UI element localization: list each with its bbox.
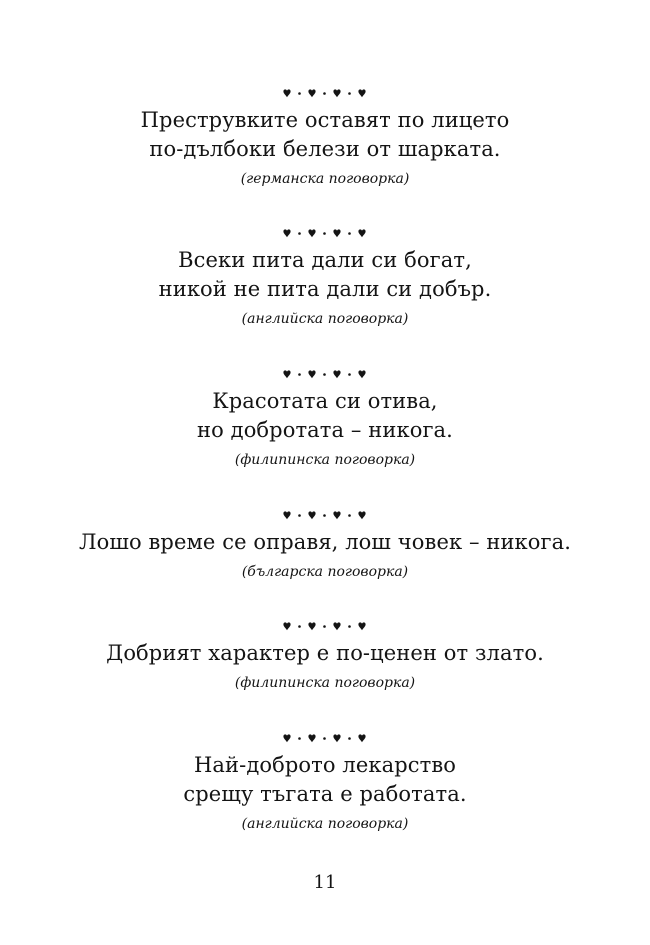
proverb-line: никой не пита дали си добър.: [158, 277, 492, 301]
proverb-line: по-дълбоки белези от шарката.: [149, 137, 501, 161]
dot-ornament-icon: [323, 92, 326, 95]
proverb-source: (английска поговорка): [241, 816, 409, 832]
proverb-source: (филипинска поговорка): [234, 675, 416, 691]
proverb-line: Красотата си отива,: [212, 389, 438, 413]
heart-ornament-icon: [333, 734, 340, 742]
proverb-line: но добротата – никога.: [197, 418, 453, 442]
heart-ornament-icon: [358, 89, 365, 97]
heart-ornament-icon: [308, 89, 315, 97]
dot-ornament-icon: [323, 625, 326, 628]
dot-ornament-icon: [298, 625, 301, 628]
heart-ornament-icon: [308, 370, 315, 378]
heart-ornament-icon: [358, 370, 365, 378]
dot-ornament-icon: [348, 373, 351, 376]
heart-ornament-icon: [358, 511, 365, 519]
proverb-line: Всеки пита дали си богат,: [178, 248, 472, 272]
heart-ornament-icon: [358, 734, 365, 742]
heart-dot-divider-icon: [0, 226, 650, 240]
dot-ornament-icon: [348, 625, 351, 628]
dot-ornament-icon: [323, 373, 326, 376]
heart-ornament-icon: [308, 622, 315, 630]
proverb-entry: [0, 731, 650, 834]
dot-ornament-icon: [323, 232, 326, 235]
heart-ornament-icon: [333, 89, 340, 97]
proverb-line: Преструвките оставят по лицето: [140, 108, 510, 132]
heart-ornament-icon: [283, 511, 290, 519]
heart-dot-divider-icon: [0, 508, 650, 522]
heart-ornament-icon: [333, 370, 340, 378]
proverb-source: (германска поговорка): [240, 171, 410, 187]
heart-ornament-icon: [308, 511, 315, 519]
heart-ornament-icon: [358, 622, 365, 630]
proverb-entry: [0, 367, 650, 470]
heart-ornament-icon: [333, 622, 340, 630]
proverb-line: Най-доброто лекарство: [194, 753, 456, 777]
heart-ornament-icon: [283, 622, 290, 630]
heart-dot-divider-icon: [0, 367, 650, 381]
proverb-entry: [0, 508, 650, 582]
heart-ornament-icon: [358, 229, 365, 237]
dot-ornament-icon: [348, 737, 351, 740]
proverb-entry: [0, 619, 650, 693]
heart-ornament-icon: [333, 511, 340, 519]
heart-dot-divider-icon: [0, 731, 650, 745]
proverb-line: срещу тъгата е работата.: [183, 782, 467, 806]
heart-ornament-icon: [283, 89, 290, 97]
dot-ornament-icon: [323, 737, 326, 740]
dot-ornament-icon: [298, 92, 301, 95]
dot-ornament-icon: [348, 232, 351, 235]
dot-ornament-icon: [298, 737, 301, 740]
heart-ornament-icon: [308, 734, 315, 742]
dot-ornament-icon: [348, 92, 351, 95]
heart-ornament-icon: [283, 734, 290, 742]
proverb-entry: [0, 226, 650, 329]
dot-ornament-icon: [323, 514, 326, 517]
dot-ornament-icon: [298, 232, 301, 235]
heart-ornament-icon: [283, 229, 290, 237]
heart-ornament-icon: [333, 229, 340, 237]
proverb-entry: [0, 86, 650, 189]
dot-ornament-icon: [348, 514, 351, 517]
heart-dot-divider-icon: [0, 619, 650, 633]
dot-ornament-icon: [298, 373, 301, 376]
dot-ornament-icon: [298, 514, 301, 517]
proverb-source: (филипинска поговорка): [234, 452, 416, 468]
proverb-source: (английска поговорка): [241, 311, 409, 327]
proverb-line: Лошо време се оправя, лош човек – никога.: [78, 530, 572, 554]
heart-ornament-icon: [283, 370, 290, 378]
proverb-line: Добрият характер е по-ценен от злато.: [106, 641, 544, 665]
heart-ornament-icon: [308, 229, 315, 237]
page-number: 11: [313, 872, 337, 893]
heart-dot-divider-icon: [0, 86, 650, 100]
proverb-source: (българска поговорка): [241, 564, 409, 580]
